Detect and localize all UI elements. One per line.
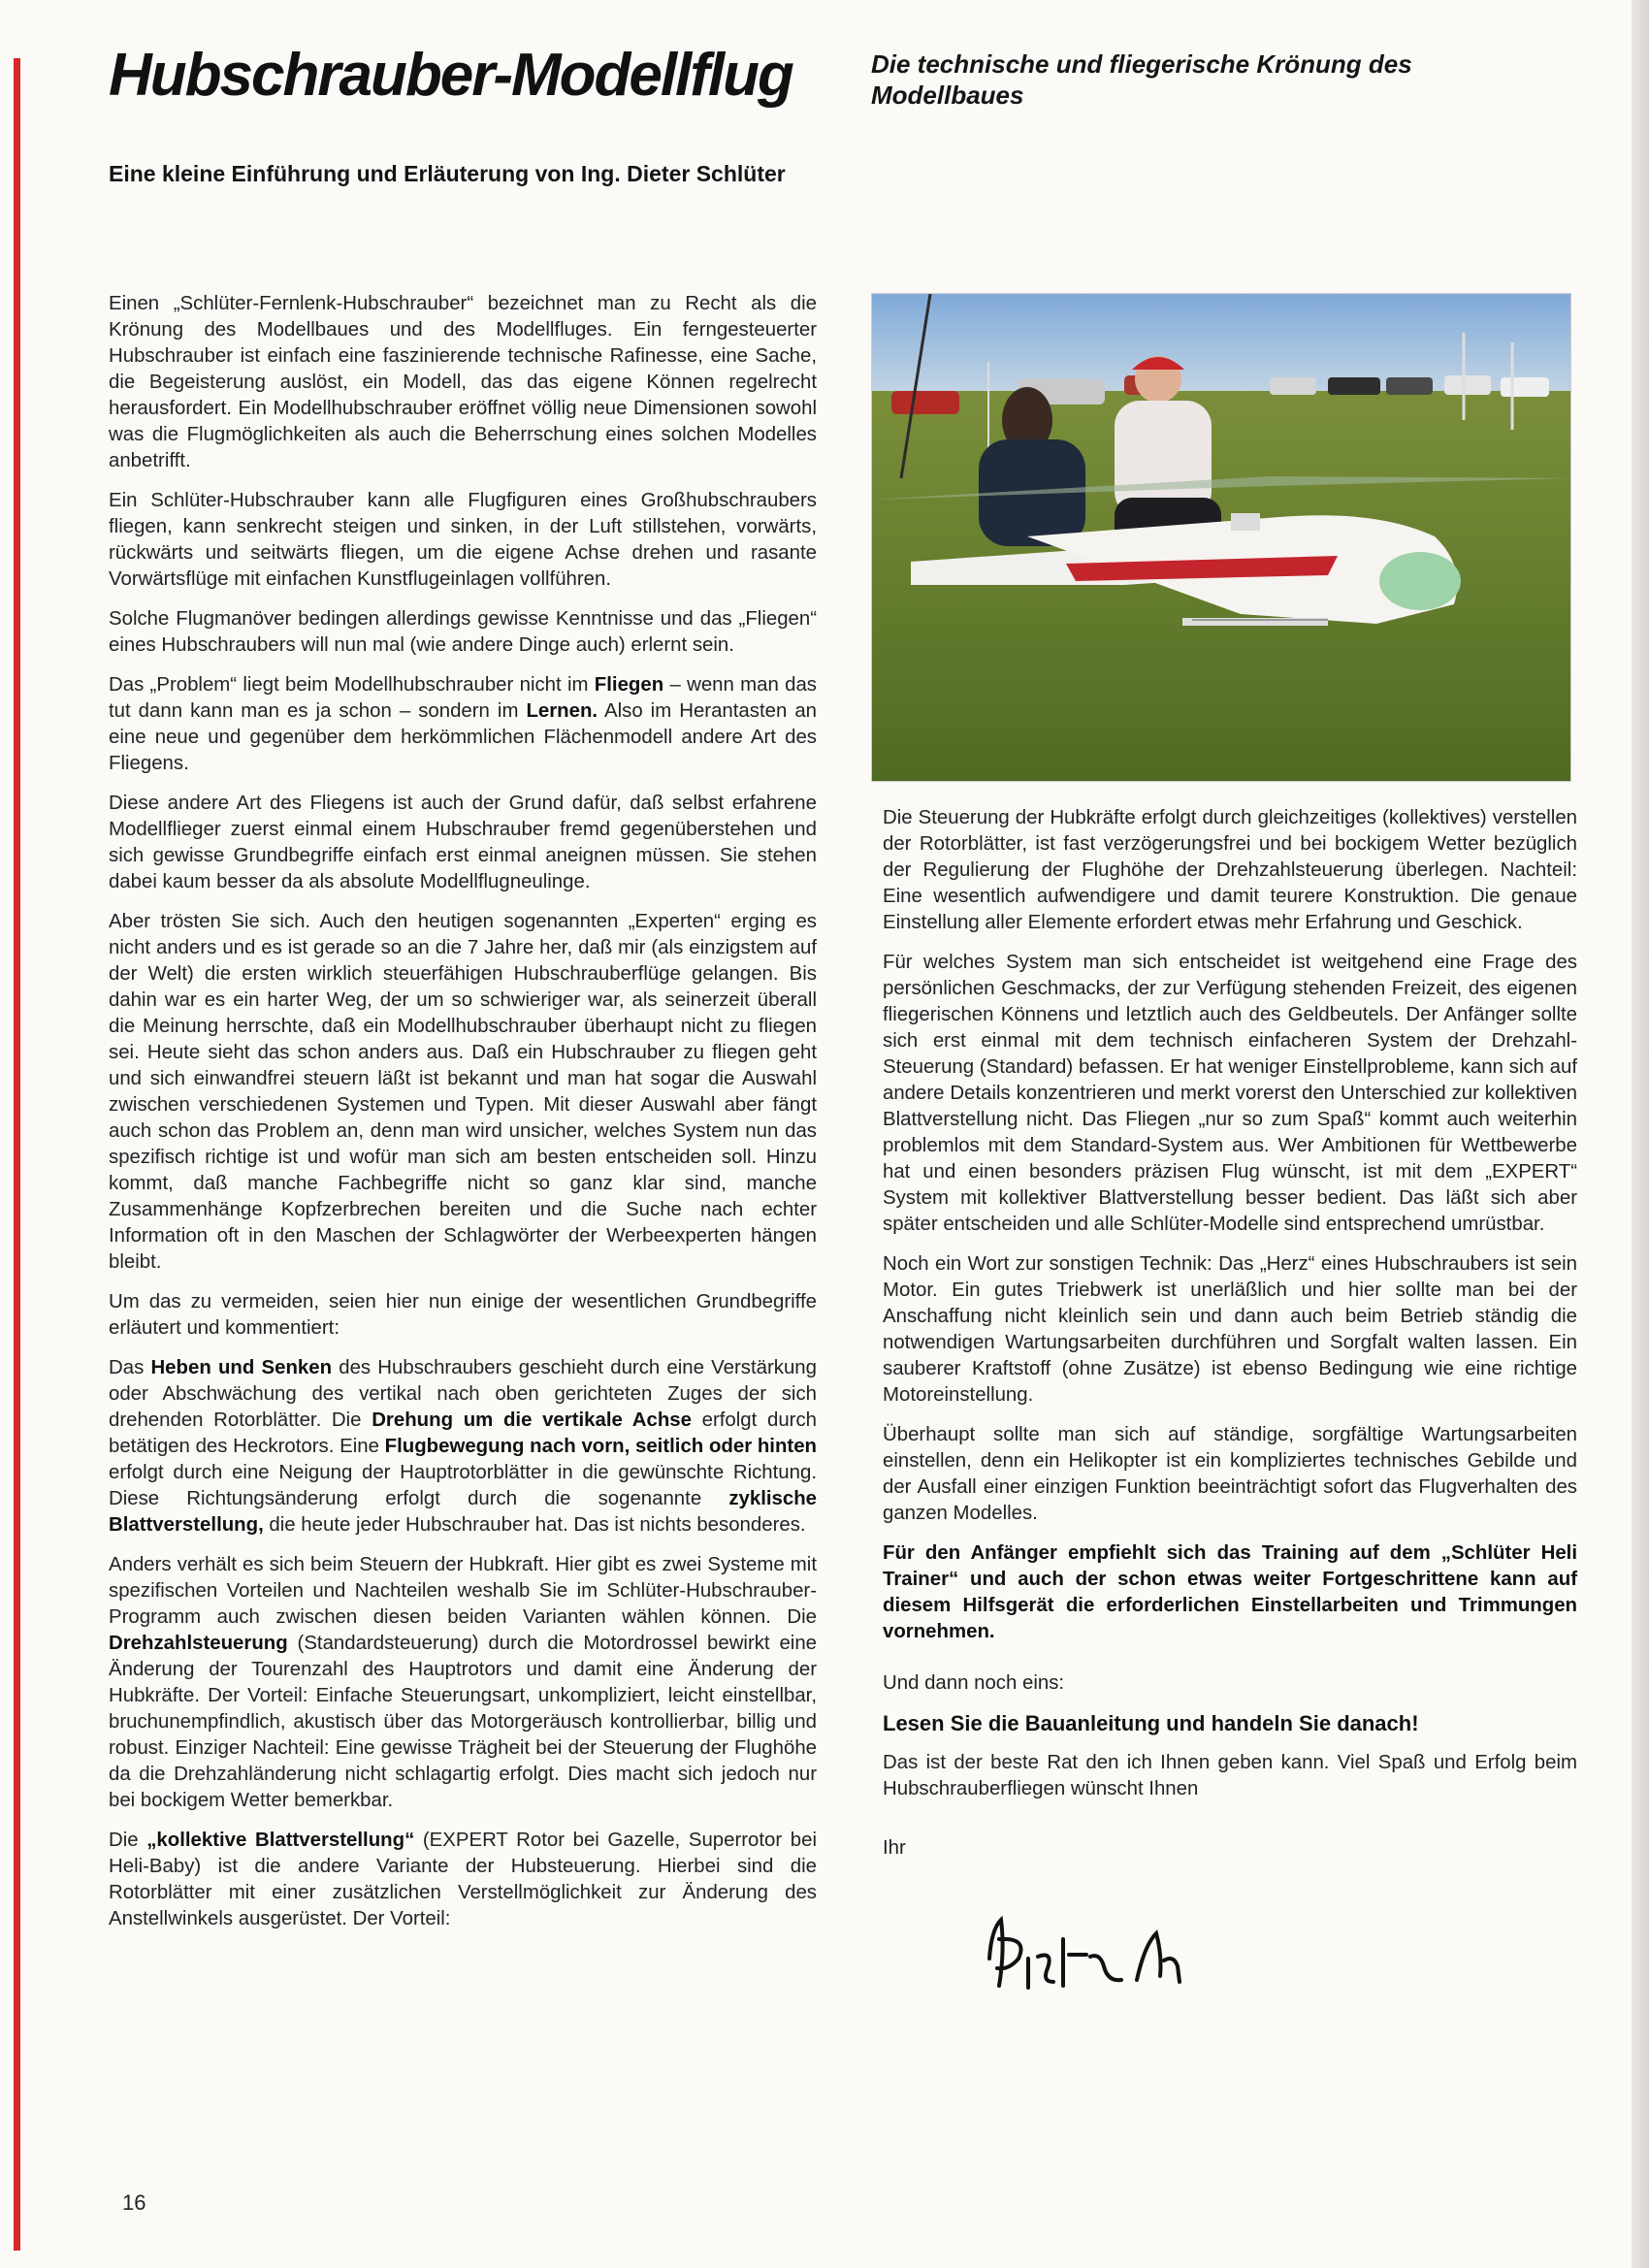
paragraph: Das Heben und Senken des Hubschraubers geschieht durch eine Verstärkung oder Abschwächung des vertikal nach oben gerichteten Zuges der sich drehenden Rotorblätter. Die Drehung um die vertikale Achse erfolgt durch betätigen des Heckrotors. Eine Flugbewegung nach vorn, seitlich oder hinten erfolgt durch eine Neigung der Hauptrotorblätter in die gewünschte Richtung. Diese Richtungsänderung erfolgt durch die sogenannte zyklische Blattverstellung, die heute jeder Hubschrauber hat. Das ist nichts besonderes. <box>109 1357 818 1536</box>
paragraph: Für welches System man sich entscheidet ist weitgehend eine Frage des persönlichen Geschmacks, der zur Verfügung stehenden Freizeit, des eigenen fliegerischen Könnens und letztlich auch des Geldbeutels. Der Anfänger sollte sich erst einmal mit dem technisch einfacheren System der Drehzahl-Steuerung (Standard) befassen. Er hat weniger Einstellprobleme, kann sich auf andere Details konzentrieren und merkt vorerst den Unterschied zur kollektiven Blattverstellung nicht. Das Fliegen „nur so zum Spaß“ kommt auch weiterhin problemlos mit dem Standard-System aus. Wer Ambitionen für Wettbewerbe hat und einen besonders präzisen Flug wünscht, ist mit dem „EXPERT“ System mit kollektiver Blattverstellung besser bedient. Das läßt sich aber später entscheiden und alle Schlüter-Modelle sind entsprechend umrüstbar. <box>883 952 1577 1235</box>
paragraph: Die „kollektive Blattverstellung“ (EXPERT Rotor bei Gazelle, Superrotor bei Heli-Baby) ist die andere Variante der Hubsteuerung. Hierbei sind die Rotorblätter mit einer zusätzlichen Verstellmöglichkeit zur Änderung des Anstellwinkels ausgerüstet. Der Vorteil: <box>109 1830 817 1929</box>
paragraph: Solche Flugmanöver bedingen allerdings gewisse Kenntnisse und das „Fliegen“ eines Hubschraubers will nun mal (wie andere Dinge auch) erlernt sein. <box>109 608 817 656</box>
paragraph: Ihr <box>883 1837 906 1859</box>
helicopter-photo <box>871 293 1571 782</box>
accent-bar <box>14 58 20 2251</box>
paragraph: Für den Anfänger empfiehlt sich das Training auf dem „Schlüter Heli Trainer“ und auch der schon etwas weiter Fortgeschrittene kann auf diesem Hilfsgerät die erforderlichen Einstellarbeiten und Trimmungen vornehmen. <box>883 1542 1577 1642</box>
paragraph: Ein Schlüter-Hubschrauber kann alle Flugfiguren eines Großhubschraubers fliegen, kann senkrecht steigen und sinken, in der Luft stillstehen, vorwärts, rückwärts und seitwärts fliegen, um die eigene Achse drehen und rasante Vorwärtsflüge mit einfachen Kunstflugeinlagen vollführen. <box>109 490 817 590</box>
paragraph: Um das zu vermeiden, seien hier nun einige der wesentlichen Grundbegriffe erläutert und kommentiert: <box>109 1291 817 1339</box>
byline: Eine kleine Einführung und Erläuterung von Ing. Dieter Schlüter <box>109 161 786 186</box>
paragraph: Die Steuerung der Hubkräfte erfolgt durch gleichzeitiges (kollektives) verstellen der Rotorblätter, ist fast verzögerungsfrei und bei bockigem Wetter bezüglich der Regulierung der Flughöhe der Drehzahlsteuerung überlegen. Nachteil: Eine wesentlich aufwendigere und damit teurere Konstruktion. Die genaue Einstellung aller Elemente erfordert etwas mehr Erfahrung und Geschick. <box>883 807 1577 933</box>
paragraph: Noch ein Wort zur sonstigen Technik: Das „Herz“ eines Hubschraubers ist sein Motor. Ein gutes Triebwerk ist unerläßlich und hier sollte man bei der Anschaffung nicht kleinlich sein und dann auch beim Betrieb ständig die notwendigen Wartungsarbeiten durchführen und Sorgfalt walten lassen. Ein sauberer Kraftstoff (ohne Zusätze) ist ebenso Bedingung wie eine richtige Motoreinstellung. <box>883 1253 1577 1406</box>
paragraph: Und dann noch eins: <box>883 1672 1065 1694</box>
page-title: Hubschrauber-Modellflug <box>109 42 792 109</box>
page-number: 16 <box>122 2190 146 2215</box>
left-column <box>109 291 817 1946</box>
page-edge <box>1632 0 1649 2268</box>
signature <box>883 1900 1577 2007</box>
paragraph: Das „Problem“ liegt beim Modellhubschrauber nicht im Fliegen – wenn man das tut dann kann man es ja schon – sondern im Lernen. Also im Herantasten an eine neue und gegenüber dem herkömmlichen Flächenmodell andere Art des Fliegens. <box>109 674 817 774</box>
paragraph: Anders verhält es sich beim Steuern der Hubkraft. Hier gibt es zwei Systeme mit spezifischen Vorteilen und Nachteilen weshalb Sie im Schlüter-Hubschrauber-Programm auch zwischen diesen beiden Varianten wählen können. Die Drehzahlsteuerung (Standardsteuerung) durch die Motordrossel bewirkt eine Änderung der Tourenzahl des Hauptrotors und damit eine Änderung der Hubkräfte. Der Vorteil: Einfache Steuerungsart, unkompliziert, leicht einstellbar, bruchunempfindlich, akustisch über das Motorgeräusch kontrollierbar, billig und robust. Einziger Nachteil: Eine gewisse Trägheit bei der Steuerung der Flughöhe da die Drehzahländerung nicht schlagartig erfolgt. Dies macht sich jedoch nur bei bockigem Wetter bemerkbar. <box>109 1554 817 1811</box>
paragraph: Aber trösten Sie sich. Auch den heutigen sogenannten „Experten“ erging es nicht anders und es ist gerade so an die 7 Jahre her, daß mir (als einzigstem auf der Welt) die ersten wirklich steuerfähigen Hubschrauberflüge gelangen. Bis dahin war es ein harter Weg, der um so schwieriger war, als seinerzeit überall die Meinung herrschte, daß ein Modellhubschrauber überhaupt nicht zu fliegen sei. Heute sieht das schon anders aus. Daß ein Hubschrauber zu fliegen geht und sich einwandfrei steuern läßt ist bekannt und man hat sogar die Auswahl zwischen verschiedenen Systemen und Typen. Mit dieser Auswahl aber fängt auch schon das Problem an, denn man wird unsicher, welches System nun das spezifisch richtige ist und wofür man sich am besten entscheiden soll. Hinzu kommt, daß manche Fachbegriffe nicht so ganz klar sind, manche Zusammenhänge Kopfzerbrechen bereiten und die Suche nach echter Information oft in den Maschen der Schlagwörter der Werbeexperten hängen bleibt. <box>109 911 817 1273</box>
paragraph: Überhaupt sollte man sich auf ständige, sorgfältige Wartungsarbeiten einstellen, denn ein Helikopter ist ein kompliziertes technisches Gebilde und der Ausfall einer einzigen Funktion beeinträchtigt sofort das Flugverhalten des ganzen Modelles. <box>883 1424 1577 1524</box>
right-column <box>883 805 1577 2007</box>
paragraph: Einen „Schlüter-Fernlenk-Hubschrauber“ bezeichnet man zu Recht als die Krönung des Modellbaues und des Modellfluges. Ein ferngesteuerter Hubschrauber ist einfach eine faszinierende technische Rafinesse, eine Sache, die Begeisterung auslöst, ein Modell, das das eigene Können regelrecht herausfordert. Ein Modellhubschrauber eröffnet völlig neue Dimensionen sowohl was die Flugmöglichkeiten als auch die Beherrschung eines solchen Modelles anbetrifft. <box>109 293 817 471</box>
page-subtitle: Die technische und fliegerische Krönung des Modellbaues <box>871 49 1412 110</box>
paragraph: Das ist der beste Rat den ich Ihnen geben kann. Viel Spaß und Erfolg beim Hubschrauberfliegen wünscht Ihnen <box>883 1752 1577 1799</box>
paragraph: Diese andere Art des Fliegens ist auch der Grund dafür, daß selbst erfahrene Modellflieger zuerst einmal einem Hubschrauber fremd gegenüberstehen und sich gewisse Grundbegriffe einfach erst einmal aneignen müssen. Sie stehen dabei kaum besser da als absolute Modellflugneulinge. <box>109 793 817 892</box>
call-to-action: Lesen Sie die Bauanleitung und handeln Sie danach! <box>883 1711 1419 1735</box>
